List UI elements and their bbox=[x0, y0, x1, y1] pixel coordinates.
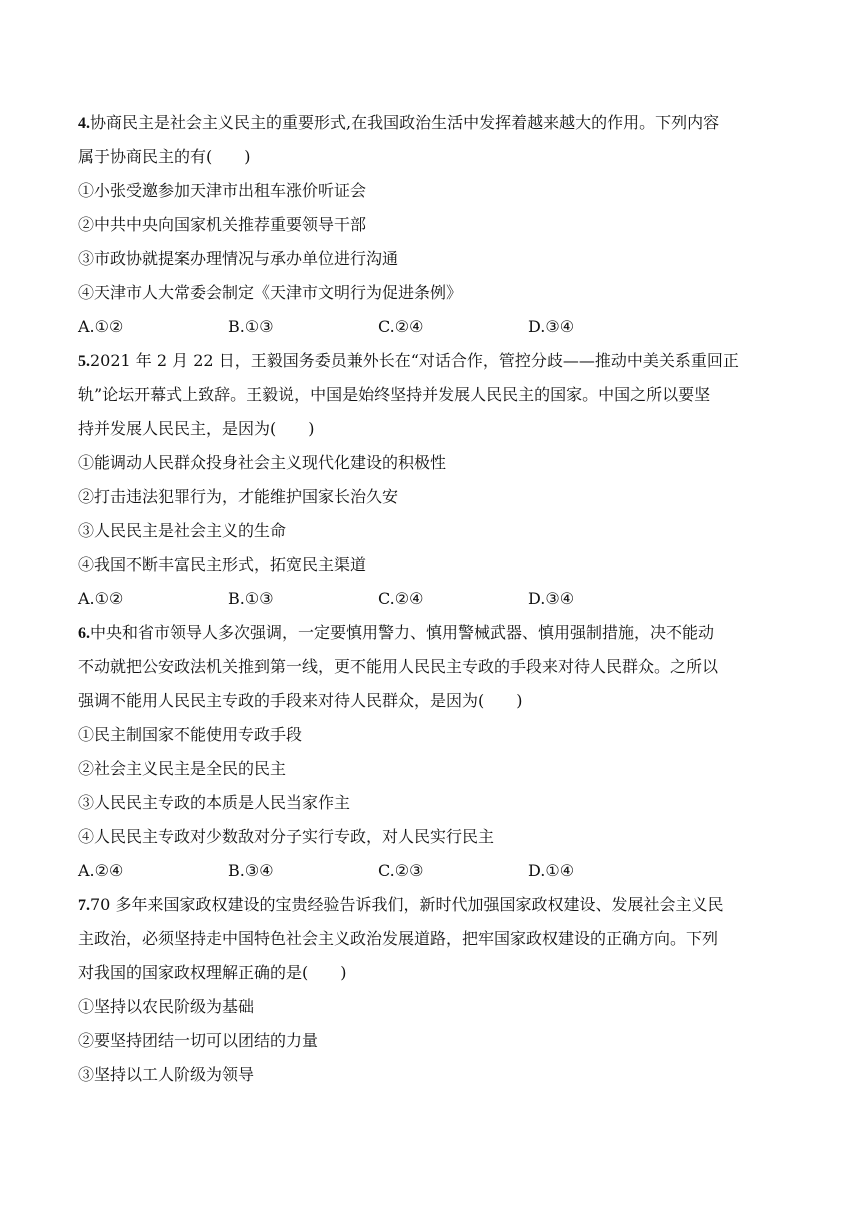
question-number: 6. bbox=[78, 625, 90, 642]
answer-options bbox=[78, 582, 788, 616]
question-stem-line: 强调不能用人民民主专政的手段来对待人民群众，是因为( ) bbox=[78, 691, 523, 710]
answer-options bbox=[78, 854, 788, 888]
statement-item: ②要坚持团结一切可以团结的力量 bbox=[78, 1031, 319, 1050]
question-stem-line: 7.70 多年来国家政权建设的宝贵经验告诉我们，新时代加强国家政权建设、发展社会主义民 bbox=[78, 895, 724, 914]
option-a: A.①② bbox=[78, 317, 124, 336]
question-stem-line: 4.协商民主是社会主义民主的重要形式,在我国政治生活中发挥着越来越大的作用。下列内容 bbox=[78, 113, 720, 132]
statement-item: ④天津市人大常委会制定《天津市文明行为促进条例》 bbox=[78, 283, 463, 302]
option-b: B.③④ bbox=[228, 861, 274, 880]
statement-item: ①坚持以农民阶级为基础 bbox=[78, 997, 255, 1016]
statement-item: ③市政协就提案办理情况与承办单位进行沟通 bbox=[78, 249, 399, 268]
statement-item: ④人民民主专政对少数敌对分子实行专政，对人民实行民主 bbox=[78, 827, 495, 846]
option-b: B.①③ bbox=[228, 317, 274, 336]
statement-item: ③人民民主专政的本质是人民当家作主 bbox=[78, 793, 351, 812]
option-d: D.③④ bbox=[528, 317, 575, 336]
statement-item: ③人民民主是社会主义的生命 bbox=[78, 521, 287, 540]
option-a: A.①② bbox=[78, 589, 124, 608]
option-d: D.③④ bbox=[528, 589, 575, 608]
statement-item: ①民主制国家不能使用专政手段 bbox=[78, 725, 303, 744]
statement-item: ②社会主义民主是全民的民主 bbox=[78, 759, 287, 778]
option-a: A.②④ bbox=[78, 861, 124, 880]
statement-item: ②中共中央向国家机关推荐重要领导干部 bbox=[78, 215, 367, 234]
question-7 bbox=[78, 888, 788, 1092]
question-number: 4. bbox=[78, 115, 90, 132]
question-stem-line: 属于协商民主的有( ) bbox=[78, 147, 251, 166]
question-5 bbox=[78, 344, 788, 616]
question-stem-line: 不动就把公安政法机关推到第一线，更不能用人民民主专政的手段来对待人民群众。之所以 bbox=[78, 657, 719, 676]
document-page bbox=[78, 106, 788, 1092]
question-stem-line: 5.2021 年 2 月 22 日，王毅国务委员兼外长在“对话合作，管控分歧——推动中美关系重回正 bbox=[78, 351, 739, 370]
question-stem-line: 主政治，必须坚持走中国特色社会主义政治发展道路，把牢国家政权建设的正确方向。下列 bbox=[78, 929, 719, 948]
question-4 bbox=[78, 106, 788, 344]
answer-options bbox=[78, 310, 788, 344]
option-c: C.②③ bbox=[378, 861, 424, 880]
statement-item: ①小张受邀参加天津市出租车涨价听证会 bbox=[78, 181, 367, 200]
question-stem-line: 对我国的国家政权理解正确的是( ) bbox=[78, 963, 347, 982]
statement-item: ①能调动人民群众投身社会主义现代化建设的积极性 bbox=[78, 453, 447, 472]
statement-item: ③坚持以工人阶级为领导 bbox=[78, 1065, 255, 1084]
option-c: C.②④ bbox=[378, 589, 424, 608]
statement-item: ④我国不断丰富民主形式，拓宽民主渠道 bbox=[78, 555, 367, 574]
question-stem-line: 6.中央和省市领导人多次强调，一定要慎用警力、慎用警械武器、慎用强制措施，决不能动 bbox=[78, 623, 715, 642]
statement-item: ②打击违法犯罪行为，才能维护国家长治久安 bbox=[78, 487, 399, 506]
question-stem-line: 持并发展人民民主，是因为( ) bbox=[78, 419, 315, 438]
question-number: 5. bbox=[78, 353, 90, 370]
question-stem-line: 轨”论坛开幕式上致辞。王毅说，中国是始终坚持并发展人民民主的国家。中国之所以要坚 bbox=[78, 385, 711, 404]
option-d: D.①④ bbox=[528, 861, 575, 880]
question-number: 7. bbox=[78, 897, 90, 914]
question-6 bbox=[78, 616, 788, 888]
option-b: B.①③ bbox=[228, 589, 274, 608]
option-c: C.②④ bbox=[378, 317, 424, 336]
